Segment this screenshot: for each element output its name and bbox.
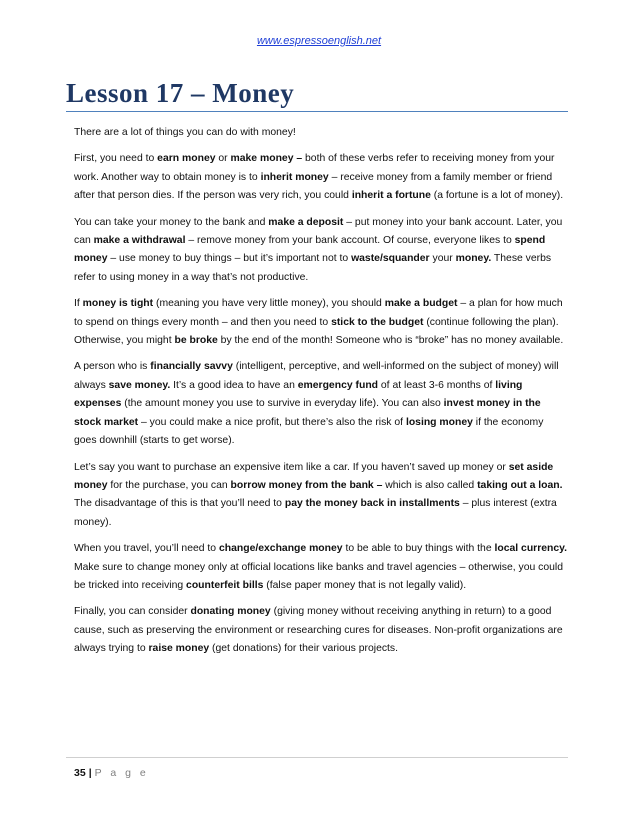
key-phrase: inherit a fortune bbox=[351, 190, 431, 202]
text-run: if the economy goes downhill (starts to get worse). bbox=[74, 416, 544, 447]
text-run: – use money to buy things – but it’s important not to bbox=[107, 253, 352, 265]
key-phrase: taking out a loan. bbox=[477, 479, 563, 491]
text-run: (continue following the plan). Otherwise, you might bbox=[74, 316, 559, 347]
title-divider bbox=[66, 111, 568, 112]
key-phrase: financially savvy bbox=[150, 361, 233, 373]
text-run: for the purchase, you can bbox=[107, 479, 231, 491]
text-run: or bbox=[215, 153, 231, 165]
text-run: Make sure to change money only at official locations like banks and travel agencies – otherwise, you could be tricked into receiving bbox=[74, 561, 564, 591]
key-phrase: local currency. bbox=[494, 543, 568, 555]
text-run: which is also called bbox=[382, 479, 478, 491]
text-run: (intelligent, perceptive, and well-informed on the subject of money) will always bbox=[74, 361, 559, 391]
text-run: These verbs refer to using money in a way that’s not productive. bbox=[74, 253, 552, 283]
key-phrase: stick to the budget bbox=[331, 316, 424, 328]
paragraph bbox=[74, 214, 568, 288]
text-run: The disadvantage of this is that you’ll need to bbox=[74, 498, 285, 510]
text-run: – receive money from a family member or friend after that person dies. If the person was very rich, you could bbox=[74, 171, 553, 202]
text-run: (get donations) for their various projects. bbox=[209, 643, 399, 655]
text-run: (giving money without receiving anything in return) to a good cause, such as preserving the environment or researching cures for diseases. Non-profit organizations are always trying to bbox=[74, 606, 563, 655]
key-phrase: make a budget bbox=[384, 298, 458, 310]
key-phrase: earn money bbox=[157, 153, 216, 165]
lesson-body bbox=[74, 124, 568, 667]
text-run: There are a lot of things you can do with money! bbox=[74, 127, 296, 138]
text-run: Finally, you can consider bbox=[74, 606, 191, 618]
key-phrase: pay the money back in installments bbox=[284, 498, 460, 510]
footer-divider bbox=[66, 757, 568, 758]
key-phrase: inherit money bbox=[260, 171, 329, 183]
paragraph bbox=[74, 124, 568, 142]
key-phrase: living expenses bbox=[74, 379, 523, 410]
text-run: – put money into your bank account. Later, you can bbox=[74, 216, 563, 247]
key-phrase: make a deposit bbox=[268, 216, 344, 228]
text-run: to be able to buy things with the bbox=[342, 543, 495, 555]
page-label: P a g e bbox=[94, 767, 149, 779]
paragraph bbox=[74, 295, 568, 350]
key-phrase: make a withdrawal bbox=[93, 235, 186, 247]
page-title: Lesson 17 – Money bbox=[66, 78, 295, 108]
text-run: – remove money from your bank account. Of course, everyone likes to bbox=[185, 235, 515, 247]
text-run: When you travel, you’ll need to bbox=[74, 543, 219, 555]
key-phrase: save money. bbox=[108, 379, 171, 391]
key-phrase: waste/squander bbox=[351, 253, 430, 265]
key-phrase: counterfeit bills bbox=[186, 579, 264, 591]
text-run: both of these verbs refer to receiving money from your work. Another way to obtain money is to bbox=[74, 153, 555, 183]
key-phrase: money. bbox=[455, 253, 492, 265]
text-run: your bbox=[429, 253, 456, 265]
page-footer bbox=[74, 767, 149, 779]
text-run: by the end of the month! Someone who is “broke” has no money available. bbox=[217, 335, 564, 347]
text-run: of at least 3-6 months of bbox=[378, 379, 496, 391]
text-run: Let’s say you want to purchase an expensive item like a car. If you haven’t saved up money or bbox=[74, 461, 509, 473]
page-number: 35 bbox=[74, 767, 86, 779]
key-phrase: borrow money from the bank – bbox=[230, 479, 383, 491]
text-run: (false paper money that is not legally valid). bbox=[263, 579, 467, 591]
paragraph bbox=[74, 358, 568, 450]
key-phrase: change/exchange money bbox=[218, 543, 343, 555]
key-phrase: make money – bbox=[230, 153, 303, 165]
footer-separator: | bbox=[88, 767, 92, 779]
paragraph bbox=[74, 603, 568, 658]
key-phrase: raise money bbox=[148, 643, 210, 655]
paragraph bbox=[74, 540, 568, 595]
key-phrase: set aside money bbox=[74, 461, 554, 491]
text-run: It’s a good idea to have an bbox=[170, 379, 298, 391]
text-run: (a fortune is a lot of money). bbox=[430, 190, 564, 202]
text-run: First, you need to bbox=[74, 153, 158, 165]
text-run: You can take your money to the bank and bbox=[74, 216, 269, 228]
key-phrase: losing money bbox=[405, 416, 473, 428]
text-run: (the amount money you use to survive in everyday life). You can also bbox=[121, 398, 444, 410]
text-run: – a plan for how much to spend on things every month – and then you need to bbox=[74, 298, 563, 328]
text-run: A person who is bbox=[74, 361, 151, 373]
key-phrase: money is tight bbox=[82, 298, 154, 310]
text-run: – plus interest (extra money). bbox=[74, 498, 557, 528]
key-phrase: invest money in the stock market bbox=[74, 398, 541, 428]
header-url-link[interactable]: www.espressoenglish.net bbox=[256, 35, 382, 47]
key-phrase: donating money bbox=[190, 606, 271, 618]
text-run: If bbox=[74, 298, 83, 310]
key-phrase: emergency fund bbox=[297, 379, 379, 391]
paragraph bbox=[74, 459, 568, 533]
text-run: – you could make a nice profit, but there’s also the risk of bbox=[138, 416, 406, 428]
text-run: (meaning you have very little money), you should bbox=[153, 298, 385, 310]
paragraph bbox=[74, 150, 568, 205]
key-phrase: spend money bbox=[74, 235, 546, 265]
key-phrase: be broke bbox=[174, 335, 218, 347]
